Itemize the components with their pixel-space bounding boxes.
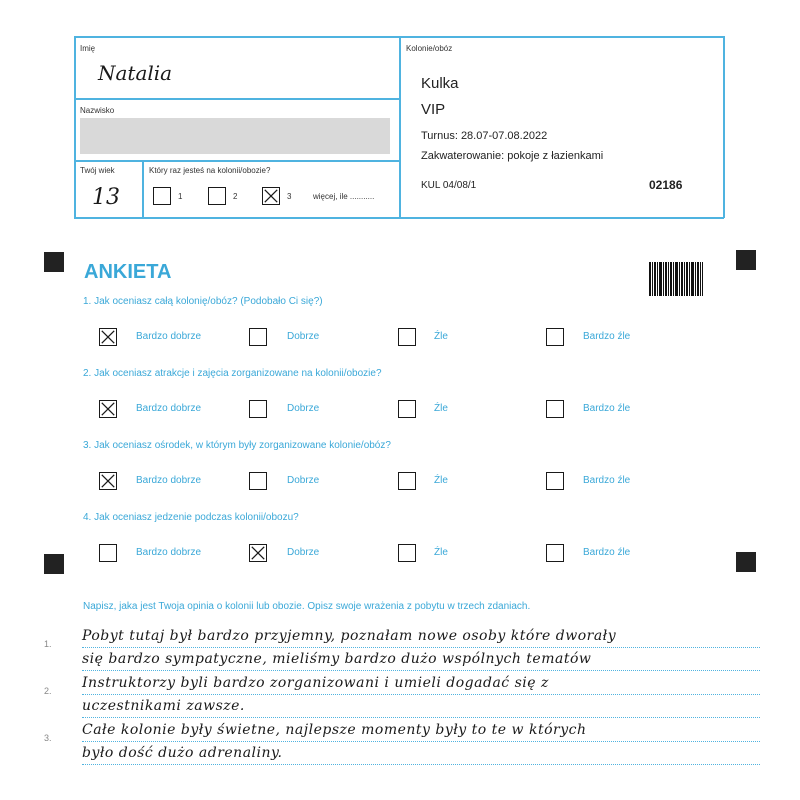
line-number-1: 1.	[44, 639, 52, 649]
question-2-option-2-checkbox[interactable]	[249, 400, 267, 418]
answer-line	[82, 764, 760, 765]
question-3-option-3-checkbox[interactable]	[398, 472, 416, 490]
question-1-text: 1. Jak oceniasz całą kolonię/obóz? (Podobało Ci się?)	[83, 296, 323, 307]
question-1-option-4-label: Bardzo źle	[583, 331, 631, 342]
answer-line	[82, 670, 760, 671]
question-1-option-1-label: Bardzo dobrze	[136, 331, 202, 342]
visit-1-checkbox[interactable]	[153, 187, 171, 205]
answer-line	[82, 717, 760, 718]
registration-marker-top-left	[44, 252, 64, 272]
question-1-option-2-checkbox[interactable]	[249, 328, 267, 346]
camp-code: KUL 04/08/1	[421, 180, 477, 191]
question-3-option-4-label: Bardzo źle	[583, 475, 631, 486]
survey-title: ANKIETA	[84, 261, 172, 283]
handwritten-line-3[interactable]: Instruktorzy byli bardzo zorganizowani i umieli dogadać się z	[82, 675, 549, 691]
handwritten-line-2[interactable]: się bardzo sympatyczne, mieliśmy bardzo dużo wspólnych tematów	[82, 651, 592, 667]
question-4-option-4-checkbox[interactable]	[546, 544, 564, 562]
kolonia-label: Kolonie/obóz	[406, 44, 453, 53]
check-cross-icon	[100, 401, 116, 417]
question-1-option-3-checkbox[interactable]	[398, 328, 416, 346]
question-2-text: 2. Jak oceniasz atrakcje i zajęcia zorganizowane na kolonii/obozie?	[83, 368, 382, 379]
question-2-option-4-checkbox[interactable]	[546, 400, 564, 418]
question-3-option-1-checkbox[interactable]	[99, 472, 117, 490]
visit-2-checkbox[interactable]	[208, 187, 226, 205]
question-3-option-4-checkbox[interactable]	[546, 472, 564, 490]
question-4-option-3-checkbox[interactable]	[398, 544, 416, 562]
kolonia-type: VIP	[421, 101, 446, 118]
check-cross-icon	[250, 545, 266, 561]
wiek-value[interactable]: 13	[92, 185, 120, 210]
turnus: Turnus: 28.07-07.08.2022	[421, 130, 548, 142]
question-3-text: 3. Jak oceniasz ośrodek, w którym były zorganizowane kolonie/obóz?	[83, 440, 391, 451]
question-2-option-1-label: Bardzo dobrze	[136, 403, 202, 414]
check-cross-icon	[263, 188, 279, 204]
question-3-option-1-label: Bardzo dobrze	[136, 475, 202, 486]
visit-1-label: 1	[178, 192, 183, 201]
visit-3-checkbox[interactable]	[262, 187, 280, 205]
question-1-option-4-checkbox[interactable]	[546, 328, 564, 346]
redacted-surname	[80, 118, 390, 154]
imie-label: Imię	[80, 44, 96, 53]
question-4-option-2-checkbox[interactable]	[249, 544, 267, 562]
opinion-prompt: Napisz, jaka jest Twoja opinia o kolonii lub obozie. Opisz swoje wrażenia z pobytu w trzech zdaniach.	[83, 601, 531, 612]
visit-2-label: 2	[233, 192, 238, 201]
imie-value[interactable]: Natalia	[98, 61, 173, 85]
handwritten-line-6[interactable]: było dość dużo adrenaliny.	[82, 745, 283, 761]
barcode-icon	[649, 262, 703, 296]
question-2-option-2-label: Dobrze	[287, 403, 320, 414]
visit-3-label: 3	[287, 192, 292, 201]
question-1-option-1-checkbox[interactable]	[99, 328, 117, 346]
answer-line	[82, 694, 760, 695]
answer-line	[82, 647, 760, 648]
check-cross-icon	[100, 473, 116, 489]
registration-marker-top-right	[736, 250, 756, 270]
question-4-text: 4. Jak oceniasz jedzenie podczas kolonii/obozu?	[83, 512, 299, 523]
question-4-option-1-checkbox[interactable]	[99, 544, 117, 562]
question-4-option-4-label: Bardzo źle	[583, 547, 631, 558]
answer-line	[82, 741, 760, 742]
kolonia-name: Kulka	[421, 75, 459, 92]
check-cross-icon	[100, 329, 116, 345]
line-number-3: 3.	[44, 733, 52, 743]
question-2-option-3-label: Źle	[434, 403, 448, 414]
visit-more-label: więcej, ile ...........	[313, 192, 375, 201]
question-4-option-2-label: Dobrze	[287, 547, 320, 558]
nazwisko-label: Nazwisko	[80, 106, 115, 115]
question-3-option-3-label: Źle	[434, 475, 448, 486]
question-2-option-3-checkbox[interactable]	[398, 400, 416, 418]
handwritten-line-4[interactable]: uczestnikami zawsze.	[82, 698, 245, 714]
form-number: 02186	[649, 178, 683, 192]
handwritten-line-1[interactable]: Pobyt tutaj był bardzo przyjemny, poznałam nowe osoby które dworały	[82, 628, 617, 644]
question-4-option-3-label: Źle	[434, 547, 448, 558]
registration-marker-bottom-right	[736, 552, 756, 572]
wiek-label: Twój wiek	[80, 166, 115, 175]
question-3-option-2-checkbox[interactable]	[249, 472, 267, 490]
question-3-option-2-label: Dobrze	[287, 475, 320, 486]
question-2-option-4-label: Bardzo źle	[583, 403, 631, 414]
zakwaterowanie: Zakwaterowanie: pokoje z łazienkami	[421, 150, 604, 162]
question-2-option-1-checkbox[interactable]	[99, 400, 117, 418]
handwritten-line-5[interactable]: Całe kolonie były świetne, najlepsze momenty były to te w których	[82, 722, 587, 738]
question-4-option-1-label: Bardzo dobrze	[136, 547, 202, 558]
question-1-option-2-label: Dobrze	[287, 331, 320, 342]
line-number-2: 2.	[44, 686, 52, 696]
registration-marker-bottom-left	[44, 554, 64, 574]
question-1-option-3-label: Źle	[434, 331, 448, 342]
ktory-raz-label: Który raz jesteś na kolonii/obozie?	[149, 166, 271, 175]
